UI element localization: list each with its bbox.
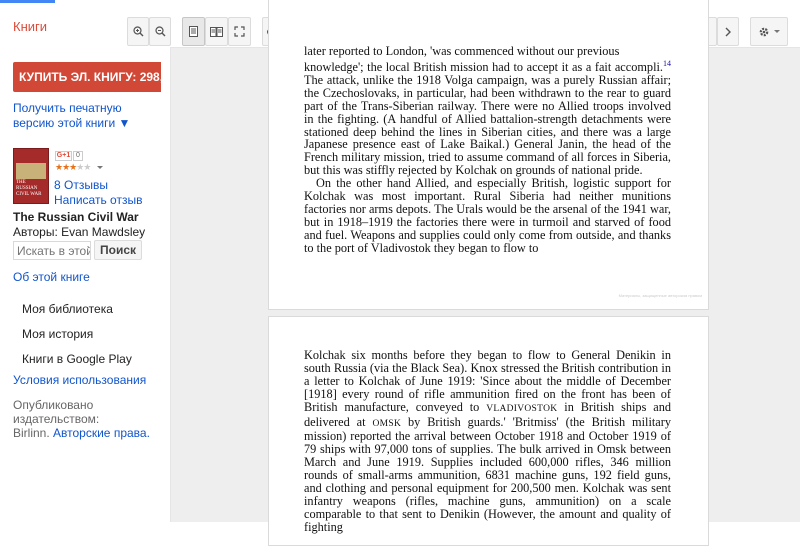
zoom-out-icon [155,26,166,37]
single-page-view-button[interactable] [182,17,205,46]
copyright-watermark: Материалы, защищенные авторским правом [618,293,702,299]
book-page [268,0,709,310]
gplus-count: 0 [73,151,83,161]
next-page-button[interactable] [717,17,739,46]
zoom-out-button[interactable] [149,17,171,46]
settings-button[interactable] [750,17,788,46]
search-in-book-input[interactable] [13,241,91,260]
book-cover[interactable] [13,148,49,204]
fullscreen-button[interactable] [228,17,251,46]
search-button[interactable]: Поиск [94,240,142,260]
star-rating [55,162,90,173]
gear-icon [758,26,770,38]
page-text [304,45,671,255]
book-viewer[interactable] [171,44,800,534]
small-caps-text: VLADIVOSTOK [486,403,558,414]
books-logo[interactable]: Книги [13,19,48,34]
book-authors: Авторы: Evan Mawdsley [13,225,146,239]
publisher-name: Birlinn. [13,426,50,440]
chevron-right-icon [725,27,731,37]
publisher-info [13,398,163,440]
book-page [268,316,709,546]
about-book-link[interactable]: Об этой книге [13,270,90,284]
chevron-down-icon [774,30,780,33]
cover-title: THE RUSSIAN CIVIL WAR [16,180,42,197]
zoom-in-icon [133,26,144,37]
star-icon: ★ [62,162,70,172]
sidebar [0,48,171,522]
page-text [304,349,671,534]
fullscreen-icon [234,26,245,37]
paragraph: knowledge'; the local British mission had to accept it as a fait accompli. [304,60,663,74]
star-icon: ★ [69,162,77,172]
star-icon: ★ [55,162,63,172]
paragraph: The attack, unlike the 1918 Volga campaign, was a purely Russian affair; the Czechoslovaks, in particular, had been withdrawn to the rear to guard part of the Trans-Siberian railway. There were no Allied troops involved in the fighting. (A handful of Allied battalion-strength detachments were stationed deep behind the lines in Siberian cities, and there was a large Japanese presence east of Lake Baikal.) General Janin, the head of the French military mission, tried to assume command of all forces in Siberia, but this was stiffly rejected by Kolchak on grounds of national pride. [304,72,671,178]
copyright-link[interactable]: Авторские права. [53,426,150,440]
single-page-icon [189,26,198,37]
gplus-button[interactable]: G+1 [56,152,71,159]
get-print-version-link[interactable]: Получить печатную версию этой книги ▼ [13,101,131,130]
cover-band [16,163,46,179]
star-icon: ★ [83,162,91,172]
nav-my-library[interactable]: Моя библиотека [22,302,113,316]
paragraph: Kolchak six months before they began to flow to General Denikin in south Russia (via the Black Sea). Knox stressed the British contribution in a letter to Kolchak of June 1919: 'Since about the middle of December [1918] every round of rifle ammunition fired on the front has been of British manufacture, conveyed to [304,348,671,414]
page-text-line: later reported to London, 'was commenced without our previous [304,44,620,58]
reviews-link[interactable]: 8 Отзывы [54,178,108,192]
nav-my-history[interactable]: Моя история [22,327,94,341]
paragraph: by British guards.' 'Britmiss' (the British military mission) reported the arrival between October 1918 and October 1919 of 79 ships with 97,000 tons of supplies. The bulk arrived in Omsk between March and June 1919. Supplies included 600,000 rifles, 346 million rounds of small-arms ammunition, 6831 machine guns, 192 field guns, and clothing and personal equipment for 200,500 men. Kolchak was sent infantry weapons (rifles, machine guns, ammunition) on a scale comparable to that sent to Denikin (However, the amount and quality of fighting [304,414,671,534]
book-title: The Russian Civil War [13,210,139,224]
two-page-icon [210,27,223,37]
terms-link[interactable]: Условия использования [13,373,147,387]
two-page-view-button[interactable] [205,17,228,46]
small-caps-text: OMSK [372,418,402,429]
paragraph: in British ships and delivered at [304,399,671,429]
published-by-label: Опубликовано издательством: [13,398,100,426]
zoom-in-button[interactable] [127,17,149,46]
footnote-link[interactable]: 14 [663,58,671,68]
write-review-link[interactable]: Написать отзыв [54,193,143,207]
chevron-down-icon[interactable] [97,166,103,169]
star-icon: ★ [76,162,84,172]
paragraph: On the other hand Allied, and especially British, logistic support for Kolchak was most important. Rural Siberia had neither munitions factories nor arms depots. The Urals would be the arsenal of the 1941 war, but in 1918–1919 the factories there were in turmoil and starved of food and fuel. Weapons and supplies could only come from outside, and thanks to the port of Vladivostok they began to flow to [304,176,671,255]
nav-google-play-books[interactable]: Книги в Google Play [22,352,132,366]
buy-ebook-button[interactable]: КУПИТЬ ЭЛ. КНИГУ: 298,6 [13,62,161,92]
